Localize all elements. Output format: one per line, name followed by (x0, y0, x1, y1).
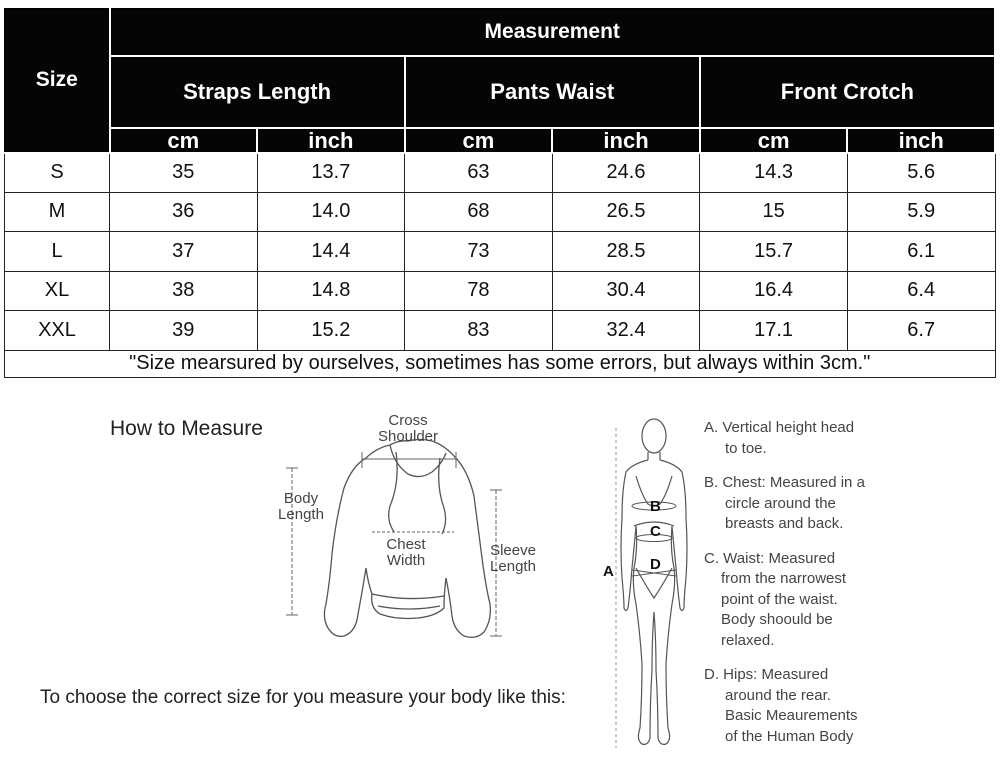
table-cell: 5.9 (847, 192, 995, 232)
table-row (5, 271, 996, 311)
pants-waist-header: Pants Waist (405, 56, 700, 128)
table-row (5, 232, 996, 272)
unit-header-inch: inch (552, 128, 700, 153)
measurement-definitions (704, 418, 904, 761)
chest-width-label: Chest Width (386, 536, 426, 569)
table-row (5, 192, 996, 232)
table-cell: 6.1 (847, 232, 995, 272)
body-illustration (596, 408, 706, 770)
garment-hem (372, 594, 444, 599)
unit-header-inch: inch (257, 128, 405, 153)
front-crotch-header: Front Crotch (700, 56, 995, 128)
table-cell: 14.3 (700, 153, 848, 193)
garment-hem-ribbing (378, 606, 440, 609)
definition-a: A. Vertical height head to toe. (704, 419, 855, 457)
size-note: "Size mearsured by ourselves, sometimes has some errors, but always within 3cm." (5, 350, 996, 377)
straps-length-header: Straps Length (110, 56, 405, 128)
how-to-measure-title: How to Measure (110, 417, 263, 440)
table-cell: 83 (405, 311, 553, 351)
table-cell: 38 (110, 271, 258, 311)
table-row (5, 311, 996, 351)
table-cell: 14.0 (257, 192, 405, 232)
unit-header-inch: inch (847, 128, 995, 153)
table-cell: 13.7 (257, 153, 405, 193)
cross-shoulder-label: Cross Shoulder (377, 412, 439, 445)
note-row (5, 350, 996, 377)
table-cell: 78 (405, 271, 553, 311)
size-cell: L (5, 232, 110, 272)
body-length-label: Body Length (278, 490, 324, 523)
unit-header-cm: cm (700, 128, 848, 153)
table-cell: 36 (110, 192, 258, 232)
table-cell: 15.7 (700, 232, 848, 272)
table-cell: 15.2 (257, 311, 405, 351)
measure-letter-c: C (650, 523, 661, 540)
table-cell: 24.6 (552, 153, 700, 193)
sleeve-length-label: Sleeve Length (490, 542, 536, 575)
table-cell: 14.4 (257, 232, 405, 272)
size-cell: S (5, 153, 110, 193)
table-cell: 73 (405, 232, 553, 272)
table-cell: 26.5 (552, 192, 700, 232)
table-cell: 6.4 (847, 271, 995, 311)
table-cell: 15 (700, 192, 848, 232)
size-header: Size (5, 9, 110, 153)
table-cell: 39 (110, 311, 258, 351)
definition-b: B. Chest: Measured in a circle around the breasts and back. (704, 474, 865, 532)
body-head (642, 419, 666, 453)
table-cell: 68 (405, 192, 553, 232)
table-cell: 14.8 (257, 271, 405, 311)
table-cell: 37 (110, 232, 258, 272)
size-cell: M (5, 192, 110, 232)
table-cell: 32.4 (552, 311, 700, 351)
measurement-header: Measurement (110, 9, 996, 56)
size-cell: XL (5, 271, 110, 311)
table-cell: 30.4 (552, 271, 700, 311)
measure-letter-d: D (650, 556, 661, 573)
garment-neckline (390, 445, 446, 477)
table-cell: 16.4 (700, 271, 848, 311)
table-cell: 28.5 (552, 232, 700, 272)
size-chart-table (4, 8, 996, 378)
table-cell: 17.1 (700, 311, 848, 351)
unit-header-cm: cm (405, 128, 553, 153)
unit-header-cm: cm (110, 128, 258, 153)
table-row (5, 153, 996, 193)
garment-inner-line (389, 452, 446, 534)
table-cell: 5.6 (847, 153, 995, 193)
measure-letter-b: B (650, 498, 661, 515)
definition-d: D. Hips: Measured around the rear. Basic Meaurements of the Human Body (704, 666, 858, 745)
table-cell: 35 (110, 153, 258, 193)
definition-c: C. Waist: Measured from the narrowest point of the waist. Body shoould be relaxed. (704, 549, 847, 649)
measure-letter-a: A (603, 563, 614, 580)
size-cell: XXL (5, 311, 110, 351)
table-cell: 6.7 (847, 311, 995, 351)
table-cell: 63 (405, 153, 553, 193)
choose-size-instruction: To choose the correct size for you measure your body like this: (40, 687, 566, 708)
